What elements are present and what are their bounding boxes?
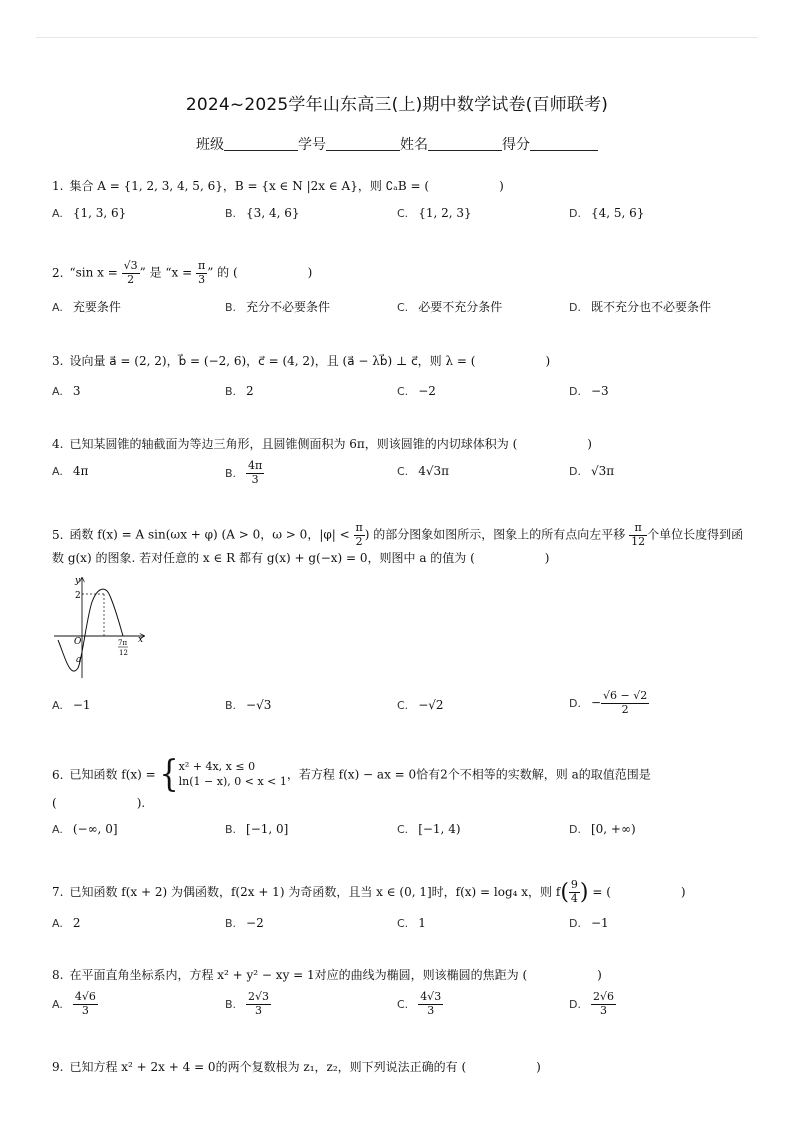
fraction: $\frac{√3}{2}$ [123, 259, 138, 286]
option-c[interactable]: C. [−1, 4) [397, 822, 461, 836]
option-d[interactable]: D. {4, 5, 6} [569, 206, 645, 220]
option-b[interactable]: B. −√3 [225, 698, 272, 712]
sine-graph [52, 574, 152, 680]
piecewise-cases: x² + 4x, x ≤ 0 ln(1 − x), 0 < x < 1 [178, 760, 287, 788]
option-c[interactable]: C. −√2 [397, 698, 444, 712]
id-field[interactable] [326, 136, 400, 151]
origin-label: O [74, 637, 82, 647]
option-d[interactable]: D. [0, +∞) [569, 822, 636, 836]
option-b[interactable]: B. {3, 4, 6} [225, 206, 300, 220]
option-b[interactable]: B. −2 [225, 916, 264, 930]
name-field[interactable] [428, 136, 502, 151]
tick-denominator: 12 [119, 649, 128, 657]
option-c[interactable]: C. 必要不充分条件 [397, 300, 503, 314]
option-d[interactable]: D. −1 [569, 916, 609, 930]
student-info-fields [0, 134, 794, 154]
question-text: 设向量 a⃗ = (2, 2)，b⃗ = (−2, 6)，c⃗ = (4, 2)，且 (a⃗ − λb⃗) ⊥ c⃗，则 λ = ( [69, 354, 476, 368]
option-d[interactable]: D. − $\frac{√6 - √2}{2}$ [569, 689, 648, 716]
option-a[interactable]: A. −1 [52, 698, 91, 712]
option-b[interactable]: B. [−1, 0] [225, 822, 289, 836]
option-b[interactable]: B. $\frac{4\pi}{3}$ [225, 459, 263, 486]
y-axis-label: y [75, 576, 81, 586]
tick-numerator: 7π [118, 639, 128, 647]
option-c[interactable]: C. 4√3π [397, 464, 449, 478]
id-label: 学号 [298, 137, 326, 153]
option-d[interactable]: D. $\frac{2√6}{3}$ [569, 990, 614, 1017]
score-label: 得分 [502, 137, 530, 153]
option-a[interactable]: A. 4π [52, 464, 89, 478]
option-a[interactable]: A. 3 [52, 384, 81, 398]
option-a[interactable]: A. 充要条件 [52, 300, 121, 314]
question-5: 5. 函数 f(x) = A sin(ωx + φ) (A > 0，ω > 0，|φ| < $\frac{\pi}{2}$ ) 的部分图象如图所示，图象上的所有点向左平移 $\frac{\pi}{12}$ 个单位长度得到函 [52, 521, 744, 548]
question-2: 2. “sin x = $\frac{√3}{2}$ ” 是 “x = $\frac{\pi}{3}$ ” 的 ( ) [52, 259, 313, 286]
option-c[interactable]: C. {1, 2, 3} [397, 206, 472, 220]
option-a[interactable]: A. $\frac{4√6}{3}$ [52, 990, 96, 1017]
question-6-line-2: ( ). [52, 796, 146, 810]
question-9: 9. 已知方程 x² + 2x + 4 = 0的两个复数根为 z₁，z₂，则下列说法正确的有 ( ) [52, 1060, 541, 1074]
sine-curve [58, 589, 123, 671]
piecewise-brace: { [159, 753, 179, 796]
question-3: 3. 设向量 a⃗ = (2, 2)，b⃗ = (−2, 6)，c⃗ = (4, 2)，且 (a⃗ − λb⃗) ⊥ c⃗，则 λ = ( ) [52, 354, 551, 368]
x-axis-label: x [138, 635, 144, 645]
max-label: 2 [75, 591, 81, 601]
option-a[interactable]: A. {1, 3, 6} [52, 206, 127, 220]
question-7: 7. 已知函数 f(x + 2) 为偶函数，f(2x + 1) 为奇函数，且当 x ∈ (0, 1]时，f(x) = log₄ x，则 f( $\frac{9}{4}$ ) = ( ) [52, 878, 686, 905]
class-field[interactable] [224, 136, 298, 151]
question-8: 8. 在平面直角坐标系内，方程 x² + y² − xy = 1对应的曲线为椭圆，则该椭圆的焦距为 ( ) [52, 968, 602, 982]
score-field[interactable] [530, 136, 598, 151]
option-b[interactable]: B. 2 [225, 384, 254, 398]
option-c[interactable]: C. $\frac{4√3}{3}$ [397, 990, 442, 1017]
option-d[interactable]: D. 既不充分也不必要条件 [569, 300, 711, 314]
a-label: a [76, 655, 82, 665]
question-text: 已知方程 x² + 2x + 4 = 0的两个复数根为 z₁，z₂，则下列说法正确的有 ( [69, 1060, 467, 1074]
question-text: 已知某圆锥的轴截面为等边三角形，且圆锥侧面积为 6π，则该圆锥的内切球体积为 ( [69, 437, 518, 451]
option-d[interactable]: D. √3π [569, 464, 615, 478]
class-label: 班级 [196, 137, 224, 153]
option-c[interactable]: C. 1 [397, 916, 426, 930]
option-a[interactable]: A. 2 [52, 916, 81, 930]
fraction: $\frac{\pi}{3}$ [197, 259, 206, 286]
question-5-line-2: 数 g(x) 的图象. 若对任意的 x ∈ R 都有 g(x) + g(−x) = 0，则图中 a 的值为 ( ) [52, 551, 550, 565]
name-label: 姓名 [400, 137, 428, 153]
option-b[interactable]: B. $\frac{2√3}{3}$ [225, 990, 270, 1017]
question-text: 在平面直角坐标系内，方程 x² + y² − xy = 1对应的曲线为椭圆，则该椭圆的焦距为 ( [69, 968, 528, 982]
option-d[interactable]: D. −3 [569, 384, 609, 398]
question-1: 1. 集合 A = {1, 2, 3, 4, 5, 6}，B = {x ∈ N |2x ∈ A}，则 ∁ₐB = ( ) [52, 179, 504, 193]
question-text: 集合 A = {1, 2, 3, 4, 5, 6}，B = {x ∈ N |2x ∈ A}，则 ∁ₐB = ( [69, 179, 430, 193]
option-b[interactable]: B. 充分不必要条件 [225, 300, 331, 314]
question-6: 6. 已知函数 f(x) = { x² + 4x, x ≤ 0 ln(1 − x), 0 < x < 1 ，若方程 f(x) − ax = 0恰有2个不相等的实数解，则 a的取值范围是 [52, 753, 651, 796]
exam-title: 2024~2025学年山东高三(上)期中数学试卷(百师联考) [185, 95, 609, 115]
question-4: 4. 已知某圆锥的轴截面为等边三角形，且圆锥侧面积为 6π，则该圆锥的内切球体积为 ( ) [52, 437, 592, 451]
option-c[interactable]: C. −2 [397, 384, 436, 398]
page-top-rule [36, 37, 758, 38]
option-a[interactable]: A. (−∞, 0] [52, 822, 118, 836]
